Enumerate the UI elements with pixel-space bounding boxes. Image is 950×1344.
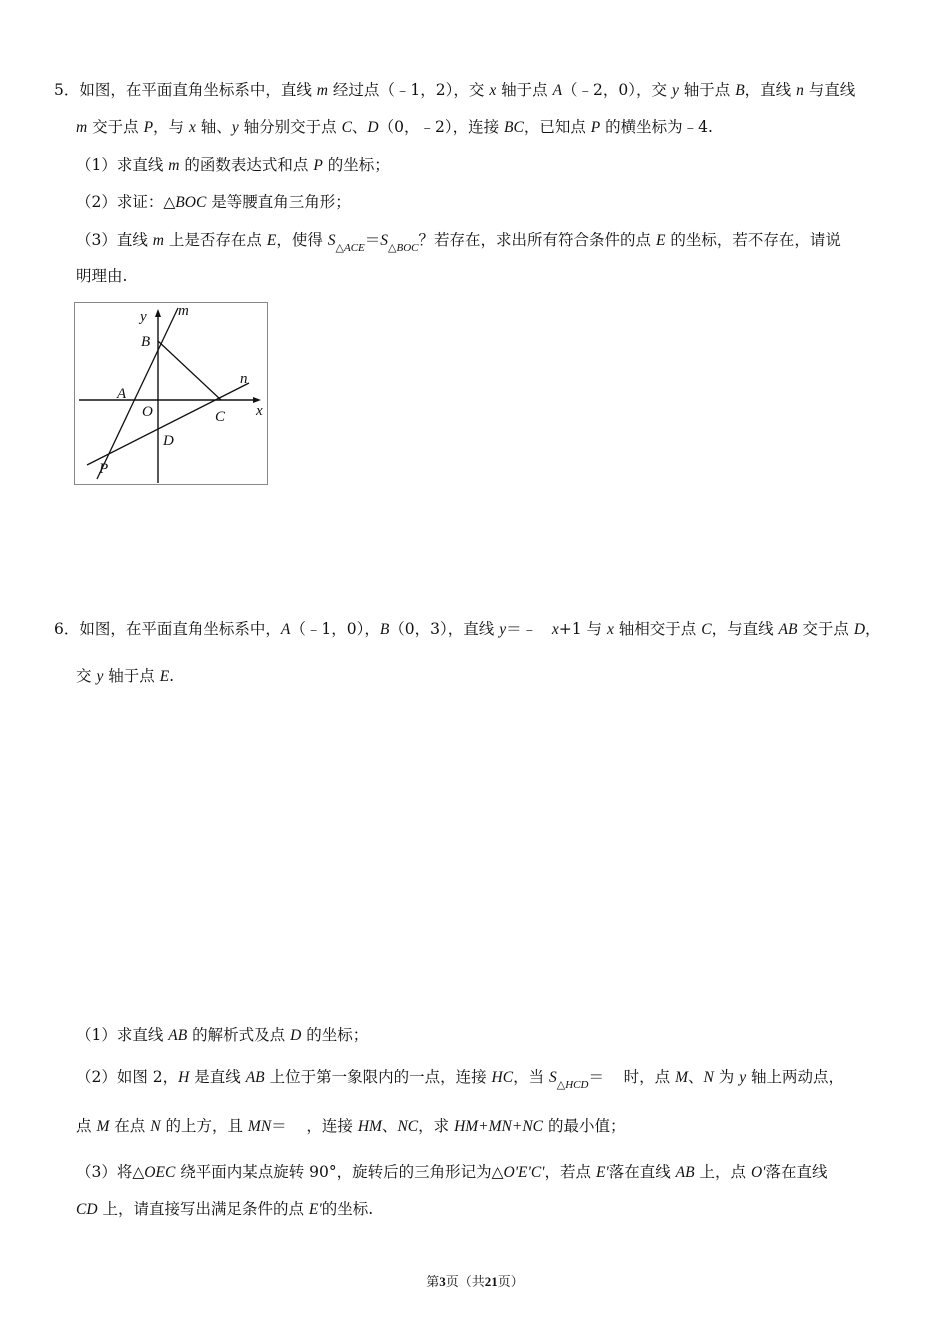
var-AB: AB — [168, 1027, 188, 1044]
text: 上位于第一象限内的一点，连接 — [264, 1068, 492, 1086]
var-x: x — [188, 119, 196, 136]
label-P: P — [99, 461, 109, 477]
var-S: S — [380, 232, 389, 249]
text: 、 — [381, 1117, 398, 1135]
label-C: C — [215, 409, 226, 425]
q6-part-2 — [76, 1067, 844, 1095]
var-BOC: BOC — [175, 194, 207, 211]
var-A: A — [552, 82, 563, 99]
text: （3）将△ — [76, 1163, 145, 1181]
text: ＝ ，连接 — [271, 1117, 358, 1135]
label-y: y — [140, 309, 147, 325]
label-m: m — [178, 303, 189, 319]
text: 是直线 — [189, 1068, 246, 1086]
text: 的最小值； — [543, 1117, 626, 1135]
text: （1）求直线 — [76, 156, 169, 174]
text: 绕平面内某点旋转 90°，旋转后的三角形记为△ — [175, 1163, 504, 1181]
text: ＝ 时，点 — [588, 1068, 676, 1086]
text: 、 — [351, 118, 368, 136]
text: 轴、 — [195, 118, 232, 136]
var-x: x — [551, 621, 559, 638]
text: 上，点 — [694, 1163, 751, 1181]
var-B: B — [735, 82, 745, 99]
var-P: P — [590, 119, 601, 136]
var-S: S — [549, 1069, 557, 1086]
text: ，与 — [153, 118, 189, 136]
var-O-prime: O' — [750, 1164, 766, 1181]
text: 落在直线 — [608, 1163, 676, 1181]
text: （﹣1，0）， — [290, 620, 380, 638]
text: ，使得 — [276, 231, 328, 249]
label-D: D — [163, 433, 174, 449]
text: 上，请直接写出满足条件的点 — [97, 1200, 309, 1218]
text: ？若存在，求出所有符合条件的点 — [418, 231, 656, 249]
var-D: D — [290, 1027, 302, 1044]
text: 交于点 — [797, 620, 854, 638]
y-axis-arrow — [155, 309, 161, 317]
var-sum: HM+MN+NC — [454, 1118, 544, 1135]
subscript-ACE: △ACE — [335, 242, 365, 254]
text: ， — [865, 620, 881, 638]
var-P: P — [313, 157, 323, 174]
text: 的坐标； — [322, 156, 390, 174]
text: 的函数表达式和点 — [179, 156, 314, 174]
var-y: y — [671, 82, 679, 99]
subscript-HCD: △HCD — [556, 1079, 589, 1091]
var-C: C — [701, 621, 712, 638]
text: 页（共 — [445, 1275, 485, 1290]
q6-part-3 — [76, 1162, 828, 1183]
text: ＝﹣ — [506, 620, 543, 638]
text: 是等腰直角三角形； — [206, 193, 351, 211]
text: ，已知点 — [523, 118, 591, 136]
label-x: x — [256, 403, 263, 419]
text: . — [169, 667, 175, 685]
label-O: O — [142, 404, 153, 420]
text: 的坐标； — [301, 1026, 369, 1044]
text: 与直线 — [803, 81, 856, 99]
text: 第 — [426, 1275, 440, 1290]
var-n: n — [796, 82, 804, 99]
var-E: E — [266, 232, 277, 249]
text: 的解析式及点 — [187, 1026, 291, 1044]
text: 落在直线 — [765, 1163, 828, 1181]
text: 轴于点 — [678, 81, 736, 99]
var-HM: HM — [357, 1118, 382, 1135]
page-number: 3 — [439, 1274, 446, 1289]
var-BC: BC — [504, 119, 524, 136]
q5-figure — [74, 302, 268, 485]
var-HC: HC — [491, 1069, 514, 1086]
text: 点 — [76, 1117, 97, 1135]
var-m: m — [316, 82, 328, 99]
q5-part-3 — [76, 230, 841, 258]
text: 在点 — [109, 1117, 151, 1135]
var-E: E — [159, 668, 170, 685]
text: （﹣2，0），交 — [562, 81, 672, 99]
var-y: y — [96, 668, 104, 685]
text: （0，3），直线 — [389, 620, 500, 638]
var-m: m — [76, 119, 88, 136]
label-A: A — [117, 386, 127, 402]
var-AB: AB — [778, 621, 798, 638]
var-CD: CD — [76, 1201, 98, 1218]
q6-part-2-cont — [76, 1116, 625, 1137]
text: 轴于点 — [496, 81, 553, 99]
var-D: D — [367, 119, 379, 136]
var-y: y — [231, 119, 239, 136]
var-N: N — [703, 1069, 714, 1086]
var-OEC-prime: O'E'C' — [503, 1164, 545, 1181]
var-C: C — [341, 119, 352, 136]
q6-part-3-cont — [76, 1199, 373, 1220]
var-OEC: OEC — [144, 1164, 176, 1181]
text: （1）求直线 — [76, 1026, 169, 1044]
text: （0，﹣2），连接 — [378, 118, 505, 136]
label-n: n — [240, 371, 248, 387]
text: 的坐标. — [321, 1200, 374, 1218]
var-M: M — [96, 1118, 110, 1135]
text: ，若点 — [544, 1163, 596, 1181]
text: 5．如图，在平面直角坐标系中，直线 — [54, 81, 317, 99]
text: ，求 — [418, 1117, 455, 1135]
text: 交于点 — [92, 118, 144, 136]
q5-part-2 — [76, 192, 351, 213]
text: 经过点（﹣1，2），交 — [328, 81, 490, 99]
var-m: m — [168, 157, 180, 174]
text: 轴上两动点， — [746, 1068, 845, 1086]
text: ＝ — [364, 231, 381, 249]
q6-part-1 — [76, 1025, 368, 1046]
var-y: y — [739, 1069, 747, 1086]
q6-line-1 — [54, 619, 881, 640]
var-S: S — [327, 232, 336, 249]
var-E-prime: E' — [308, 1201, 322, 1218]
text: 上是否存在点 — [164, 231, 267, 249]
text: 交 — [76, 667, 97, 685]
q5-line-2 — [76, 117, 713, 138]
var-P: P — [143, 119, 154, 136]
var-x: x — [606, 621, 614, 638]
coordinate-diagram — [75, 303, 267, 484]
subscript-BOC: △BOC — [388, 242, 419, 254]
text: 明理由. — [76, 267, 128, 285]
text: 轴相交于点 — [613, 620, 702, 638]
var-A: A — [280, 621, 291, 638]
text: 6．如图，在平面直角坐标系中， — [54, 620, 281, 638]
text: （2）如图 2， — [76, 1068, 179, 1086]
text: 、 — [688, 1068, 704, 1086]
label-B: B — [141, 334, 151, 350]
page-footer — [0, 1271, 950, 1290]
text: 的坐标，若不存在，请说 — [665, 231, 841, 249]
var-AB: AB — [675, 1164, 695, 1181]
var-x: x — [489, 82, 497, 99]
var-B: B — [379, 621, 390, 638]
text: 轴于点 — [103, 667, 160, 685]
var-N: N — [150, 1118, 161, 1135]
var-E-prime: E' — [595, 1164, 609, 1181]
var-H: H — [178, 1069, 190, 1086]
var-MN: MN — [247, 1118, 272, 1135]
q5-part-3-cont — [76, 266, 127, 286]
var-D: D — [853, 621, 866, 638]
q6-line-2 — [76, 666, 174, 687]
q5-line-1 — [54, 80, 855, 101]
text: 为 — [713, 1068, 740, 1086]
var-NC: NC — [397, 1118, 419, 1135]
text: 的上方，且 — [160, 1117, 248, 1135]
total-pages: 21 — [484, 1274, 498, 1289]
q5-part-1 — [76, 155, 390, 176]
var-y: y — [499, 621, 507, 638]
var-E: E — [655, 232, 666, 249]
text: （2）求证：△ — [76, 193, 176, 211]
text: ，当 — [513, 1068, 549, 1086]
text: （3）直线 — [76, 231, 153, 249]
text: ，直线 — [744, 81, 797, 99]
var-M: M — [675, 1069, 688, 1086]
var-AB: AB — [245, 1069, 265, 1086]
segment-BC — [158, 341, 221, 400]
var-m: m — [152, 232, 164, 249]
text: ，与直线 — [711, 620, 779, 638]
text: 页） — [497, 1275, 524, 1290]
text: +1 与 — [558, 620, 607, 638]
text: 的横坐标为﹣4. — [600, 118, 713, 136]
text: 轴分别交于点 — [238, 118, 342, 136]
